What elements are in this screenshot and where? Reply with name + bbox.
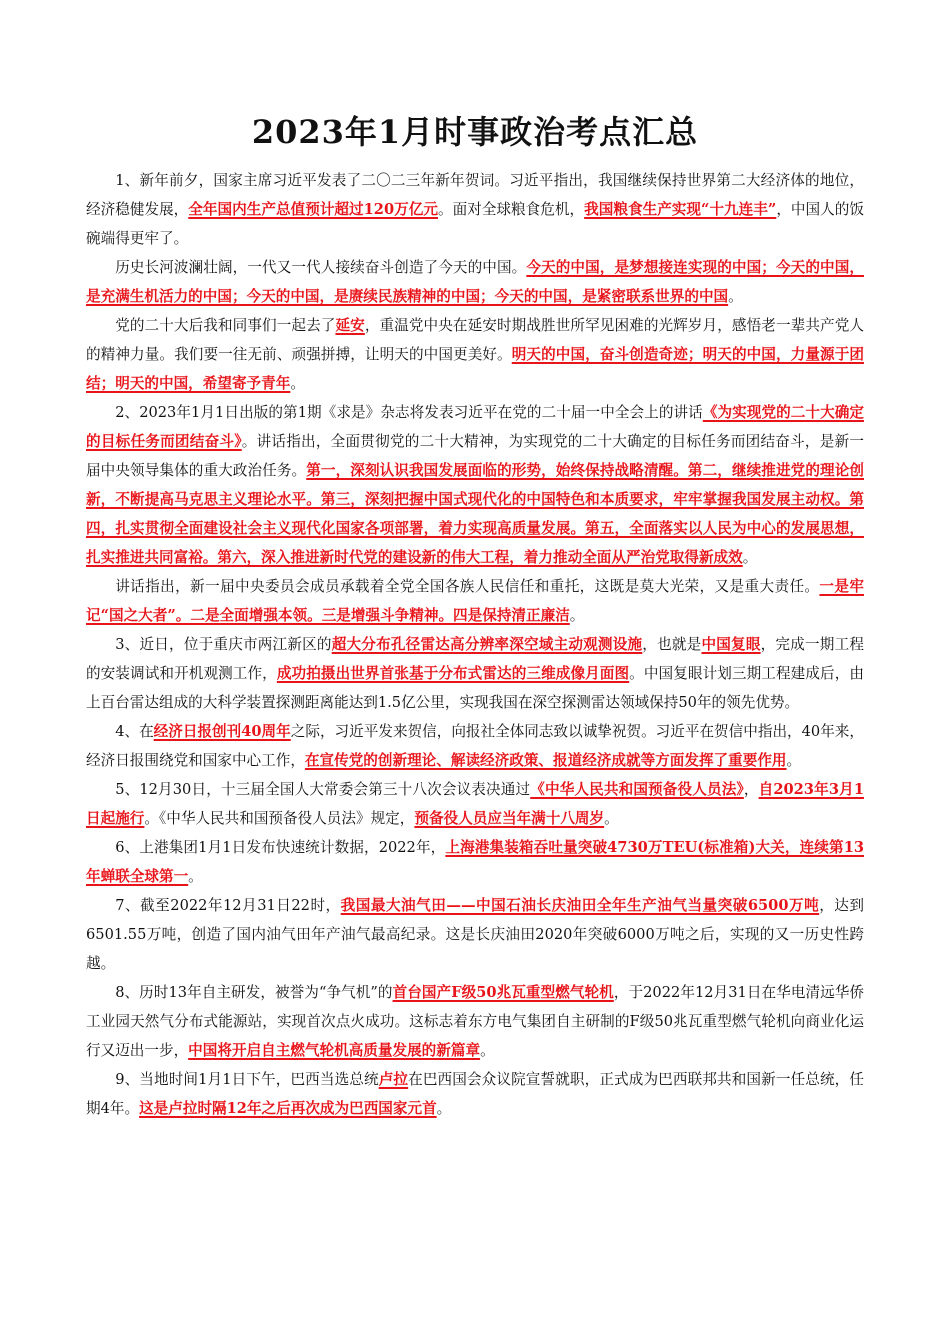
- highlighted-text: 这是卢拉时隔12年之后再次成为巴西国家元首: [139, 1099, 437, 1117]
- highlighted-text: 中国复眼: [701, 635, 761, 653]
- highlighted-text: 首台国产F级50兆瓦重型燃气轮机: [392, 983, 614, 1001]
- body-text: 。中国复眼计划三期工程建成后，由上百台雷达组成的大科学装置探测距离能达到1.5亿公里，实现我国在深空探测雷达领域保持50年的领先优势。: [86, 664, 864, 711]
- body-text: 5、12月30日，十三届全国人大常委会第三十八次会议表决通过: [115, 780, 531, 798]
- highlighted-text: 预备役人员应当年满十八周岁: [414, 809, 605, 827]
- highlighted-text: 我国最大油气田——中国石油长庆油田全年生产油气当量突破6500万吨: [340, 896, 820, 914]
- paragraph-p2: [86, 253, 864, 311]
- paragraph-p9: [86, 833, 864, 891]
- body-text: 之际，习近平发来贺信，向报社全体同志致以诚挚祝贺。习近平在贺信中指出，40年来，经济日报围绕党和国家中心工作，: [86, 722, 864, 769]
- body-text: 。: [290, 374, 305, 392]
- highlighted-text: 自2023年3月1日起施行: [86, 780, 864, 827]
- body-text: 。: [786, 751, 802, 769]
- paragraph-p4: [86, 398, 864, 572]
- body-text: ，达到6501.55万吨，创造了国内油气田年产油气最高纪录。这是长庆油田2020年突破6000万吨之后，实现的又一历史性跨越。: [86, 896, 864, 972]
- body-text: 。《中华人民共和国预备役人员法》规定，: [144, 809, 415, 827]
- highlighted-text: 延安: [335, 316, 365, 334]
- body-text: 6、上港集团1月1日发布快速统计数据，2022年，: [115, 838, 446, 856]
- highlighted-text: 上海港集装箱吞吐量突破4730万TEU(标准箱)大关，连续第13年蝉联全球第一: [86, 838, 865, 885]
- highlighted-text: 第一，深刻认识我国发展面临的形势，始终保持战略清醒。第二，继续推进党的理论创新，不断提高马克思主义理论水平。第三，深刻把握中国式现代化的中国特色和本质要求，牢牢掌握我国发展主动权。第四，扎实贯彻全面建设社会主义现代化国家各项部署，着力实现高质量发展。第五，全面落实以人民为中心的发展思想，扎实推进共同富裕。第六，深入推进新时代党的建设新的伟大工程，着力推动全面从严治党取得新成效: [86, 461, 864, 566]
- highlighted-text: 卢拉: [378, 1070, 409, 1088]
- highlighted-text: 明天的中国，奋斗创造奇迹；明天的中国，力量源于团结；明天的中国，希望寄予青年: [86, 345, 864, 392]
- highlighted-text: 今天的中国，是梦想接连实现的中国；今天的中国，是充满生机活力的中国；今天的中国，是赓续民族精神的中国；今天的中国，是紧密联系世界的中国: [86, 258, 864, 305]
- body-text: 历史长河波澜壮阔，一代又一代人接续奋斗创造了今天的中国。: [115, 258, 527, 276]
- page-title: 2023年1月时事政治考点汇总: [251, 113, 699, 151]
- body-text: 7、截至2022年12月31日22时，: [115, 896, 341, 914]
- highlighted-text: 一是牢记“国之大者”。二是全面增强本领。三是增强斗争精神。四是保持清正廉洁: [86, 577, 864, 624]
- highlighted-text: 全年国内生产总值预计超过120万亿元: [188, 200, 438, 218]
- highlighted-text: 《为实现党的二十大确定的目标任务而团结奋斗》: [86, 403, 864, 450]
- body-text: ，于2022年12月31日在华电清远华侨工业园天然气分布式能源站，实现首次点火成功。这标志着东方电气集团自主研制的F级50兆瓦重型燃气轮机向商业化运行又迈出一步，: [86, 983, 865, 1059]
- body-text: 1、新年前夕，国家主席习近平发表了二〇二三年新年贺词。习近平指出，我国继续保持世界第二大经济体的地位，经济稳健发展，: [86, 171, 864, 218]
- highlighted-text: 成功拍摄出世界首张基于分布式雷达的三维成像月面图: [276, 664, 630, 682]
- body-text: 在巴西国会众议院宣誓就职，正式成为巴西联邦共和国新一任总统，任期4年。: [86, 1070, 864, 1117]
- paragraph-p12: [86, 1065, 864, 1123]
- body-text: 。面对全球粮食危机，: [437, 200, 585, 218]
- paragraph-p3: [86, 311, 864, 398]
- body-text: 。: [742, 548, 758, 566]
- body-text: 8、历时13年自主研发，被誉为“争气机”的: [115, 983, 393, 1001]
- body-text: ，也就是: [642, 635, 702, 653]
- highlighted-text: 我国粮食生产实现“十九连丰”: [584, 200, 777, 218]
- highlighted-text: 中国将开启自主燃气轮机高质量发展的新篇章: [188, 1041, 481, 1059]
- body-text: 。: [604, 809, 619, 827]
- body-text: 3、近日，位于重庆市两江新区的: [115, 635, 332, 653]
- highlighted-text: 《中华人民共和国预备役人员法》: [530, 780, 744, 798]
- body-text: ，完成一期工程的安装调试和开机观测工作，: [86, 635, 864, 682]
- highlighted-text: 经济日报创刊40周年: [153, 722, 291, 740]
- body-text: 。: [188, 867, 203, 885]
- paragraph-p7: [86, 717, 864, 775]
- paragraph-p5: [86, 572, 864, 630]
- body-text: 9、当地时间1月1日下午，巴西当选总统: [115, 1070, 379, 1088]
- body-text: 。: [436, 1099, 452, 1117]
- paragraph-p8: [86, 775, 864, 833]
- paragraph-p1: [86, 166, 864, 253]
- body-text: 2、2023年1月1日出版的第1期《求是》杂志将发表习近平在党的二十届一中全会上的讲话: [115, 403, 703, 421]
- paragraph-p6: [86, 630, 864, 717]
- highlighted-text: 在宣传党的创新理论、解读经济政策、报道经济成就等方面发挥了重要作用: [304, 751, 787, 769]
- body-text: 4、在: [115, 722, 154, 740]
- body-text: ，: [743, 780, 759, 798]
- highlighted-text: 超大分布孔径雷达高分辨率深空域主动观测设施: [331, 635, 643, 653]
- paragraph-p11: [86, 978, 864, 1065]
- document-body: [86, 166, 864, 1123]
- body-text: 党的二十大后我和同事们一起去了: [115, 316, 336, 334]
- body-text: 。讲话指出，全面贯彻党的二十大精神，为实现党的二十大确定的目标任务而团结奋斗，是新一届中央领导集体的重大政治任务。: [86, 432, 864, 479]
- body-text: 讲话指出，新一届中央委员会成员承载着全党全国各族人民信任和重托，这既是莫大光荣，又是重大责任。: [115, 577, 820, 595]
- body-text: ，重温党中央在延安时期战胜世所罕见困难的光辉岁月，感悟老一辈共产党人的精神力量。我们要一往无前、顽强拼搏，让明天的中国更美好。: [86, 316, 864, 363]
- body-text: ，中国人的饭碗端得更牢了。: [86, 200, 864, 247]
- body-text: 。: [569, 606, 585, 624]
- body-text: 。: [728, 287, 743, 305]
- paragraph-p10: [86, 891, 864, 978]
- body-text: 。: [480, 1041, 495, 1059]
